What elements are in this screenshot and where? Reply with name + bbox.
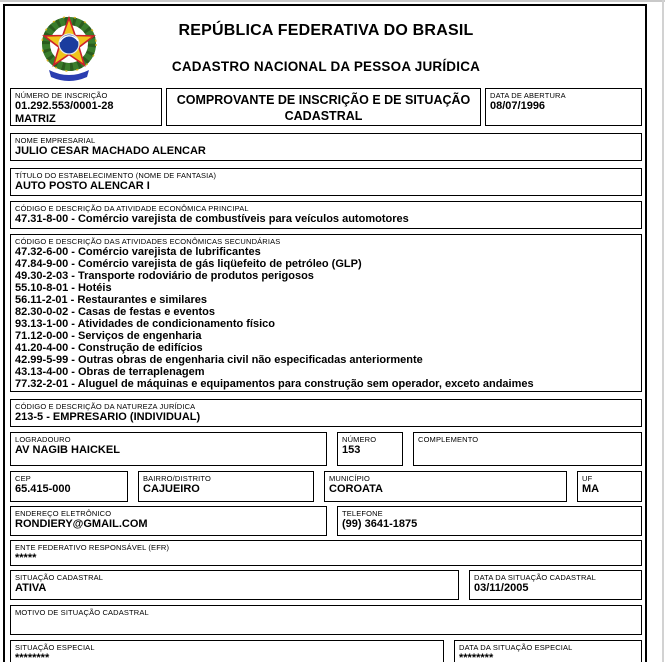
secondary-activity-item: 47.32-6-00 - Comércio varejista de lubrificantes [15, 246, 261, 258]
field-uf [577, 471, 642, 502]
uf-value: MA [582, 483, 600, 495]
data-situacao-cadastral-value: 03/11/2005 [474, 582, 529, 594]
field-complemento [413, 432, 642, 466]
field-motivo-situacao [10, 605, 642, 635]
field-label: CÓDIGO E DESCRIÇÃO DA NATUREZA JURÍDICA [15, 402, 196, 411]
nome-fantasia-value: AUTO POSTO ALENCAR I [15, 180, 150, 192]
field-telefone [337, 506, 642, 536]
document-title: COMPROVANTE DE INSCRIÇÃO E DE SITUAÇÃO CADASTRAL [176, 93, 471, 123]
document-header [10, 6, 642, 88]
logradouro-value: AV NAGIB HAICKEL [15, 444, 120, 456]
secondary-activity-item: 93.13-1-00 - Atividades de condicionamento físico [15, 318, 275, 330]
data-situacao-especial-value: ******** [459, 652, 494, 662]
field-label: NÚMERO DE INSCRIÇÃO [15, 91, 108, 100]
field-situacao-especial [10, 640, 444, 662]
situacao-especial-value: ******** [15, 652, 50, 662]
republic-title: REPÚBLICA FEDERATIVA DO BRASIL [178, 22, 474, 39]
numero-inscricao-value: 01.292.553/0001-28 [15, 100, 114, 112]
field-label: UF [582, 474, 593, 483]
field-data-abertura [485, 88, 642, 126]
secondary-activity-item: 41.20-4-00 - Construção de edifícios [15, 342, 203, 354]
secondary-activities-list [15, 246, 637, 390]
field-label: MOTIVO DE SITUAÇÃO CADASTRAL [15, 608, 149, 617]
field-label: NOME EMPRESARIAL [15, 136, 96, 145]
field-label: MUNICÍPIO [329, 474, 370, 483]
cnpj-document [3, 4, 647, 662]
natureza-juridica-value: 213-5 - EMPRESARIO (INDIVIDUAL) [15, 411, 201, 423]
field-label: SITUAÇÃO ESPECIAL [15, 643, 95, 652]
secondary-activity-item: 82.30-0-02 - Casas de festas e eventos [15, 306, 215, 318]
document-title-box [166, 88, 481, 126]
field-label: ENTE FEDERATIVO RESPONSÁVEL (EFR) [15, 543, 170, 552]
tipo-estabelecimento-value: MATRIZ [15, 113, 56, 125]
field-label: SITUAÇÃO CADASTRAL [15, 573, 104, 582]
field-atividade-principal [10, 201, 642, 229]
field-email [10, 506, 327, 536]
data-abertura-value: 08/07/1996 [490, 100, 546, 112]
field-numero-inscricao [10, 88, 162, 126]
municipio-value: COROATA [329, 483, 383, 495]
situacao-cadastral-value: ATIVA [15, 582, 47, 594]
secondary-activity-item: 43.13-4-00 - Obras de terraplenagem [15, 366, 205, 378]
secondary-activity-item: 42.99-5-99 - Outras obras de engenharia civil não especificadas anteriormente [15, 354, 423, 366]
numero-value: 153 [342, 444, 361, 456]
email-value: RONDIERY@GMAIL.COM [15, 518, 148, 530]
page-edge-right [662, 0, 664, 662]
field-bairro [138, 471, 314, 502]
brazil-coat-of-arms-icon [36, 11, 102, 85]
cep-value: 65.415-000 [15, 483, 71, 495]
secondary-activity-item: 56.11-2-01 - Restaurantes e similares [15, 294, 208, 306]
secondary-activity-item: 71.12-0-00 - Serviços de engenharia [15, 330, 202, 342]
field-label: CEP [15, 474, 31, 483]
field-logradouro [10, 432, 327, 466]
field-label: LOGRADOURO [15, 435, 71, 444]
field-natureza-juridica [10, 399, 642, 427]
telefone-value: (99) 3641-1875 [342, 518, 418, 530]
field-data-situacao-especial [454, 640, 642, 662]
field-label: TÍTULO DO ESTABELECIMENTO (NOME DE FANTASIA) [15, 171, 217, 180]
nome-empresarial-value: JULIO CESAR MACHADO ALENCAR [15, 145, 206, 157]
field-label: TELEFONE [342, 509, 383, 518]
field-situacao-cadastral [10, 570, 459, 600]
secondary-activity-item: 55.10-8-01 - Hotéis [15, 282, 112, 294]
bairro-value: CAJUEIRO [143, 483, 200, 495]
field-data-situacao-cadastral [469, 570, 642, 600]
field-label: COMPLEMENTO [418, 435, 479, 444]
secondary-activity-item: 47.84-9-00 - Comércio varejista de gás liqüefeito de petróleo (GLP) [15, 258, 362, 270]
field-label: NÚMERO [342, 435, 377, 444]
field-label: DATA DE ABERTURA [490, 91, 566, 100]
field-municipio [324, 471, 567, 502]
field-atividades-secundarias [10, 234, 642, 392]
secondary-activity-item: 77.32-2-01 - Aluguel de máquinas e equipamentos para construção sem operador, exceto andaimes [15, 378, 534, 390]
atividade-principal-value: 47.31-8-00 - Comércio varejista de combustíveis para veículos automotores [15, 213, 409, 225]
field-label: CÓDIGO E DESCRIÇÃO DA ATIVIDADE ECONÔMICA PRINCIPAL [15, 204, 249, 213]
efr-value: ***** [15, 552, 37, 564]
page-edge-top [0, 0, 665, 2]
field-label: BAIRRO/DISTRITO [143, 474, 211, 483]
field-label: ENDEREÇO ELETRÔNICO [15, 509, 112, 518]
cnpj-title: CADASTRO NACIONAL DA PESSOA JURÍDICA [171, 59, 481, 74]
secondary-activity-item: 49.30-2-03 - Transporte rodoviário de produtos perigosos [15, 270, 314, 282]
field-label: DATA DA SITUAÇÃO CADASTRAL [474, 573, 596, 582]
field-nome-empresarial [10, 133, 642, 161]
field-label: DATA DA SITUAÇÃO ESPECIAL [459, 643, 573, 652]
field-efr [10, 540, 642, 566]
field-numero [337, 432, 403, 466]
field-label: CÓDIGO E DESCRIÇÃO DAS ATIVIDADES ECONÔMICAS SECUNDÁRIAS [15, 237, 281, 246]
field-cep [10, 471, 128, 502]
field-nome-fantasia [10, 168, 642, 196]
